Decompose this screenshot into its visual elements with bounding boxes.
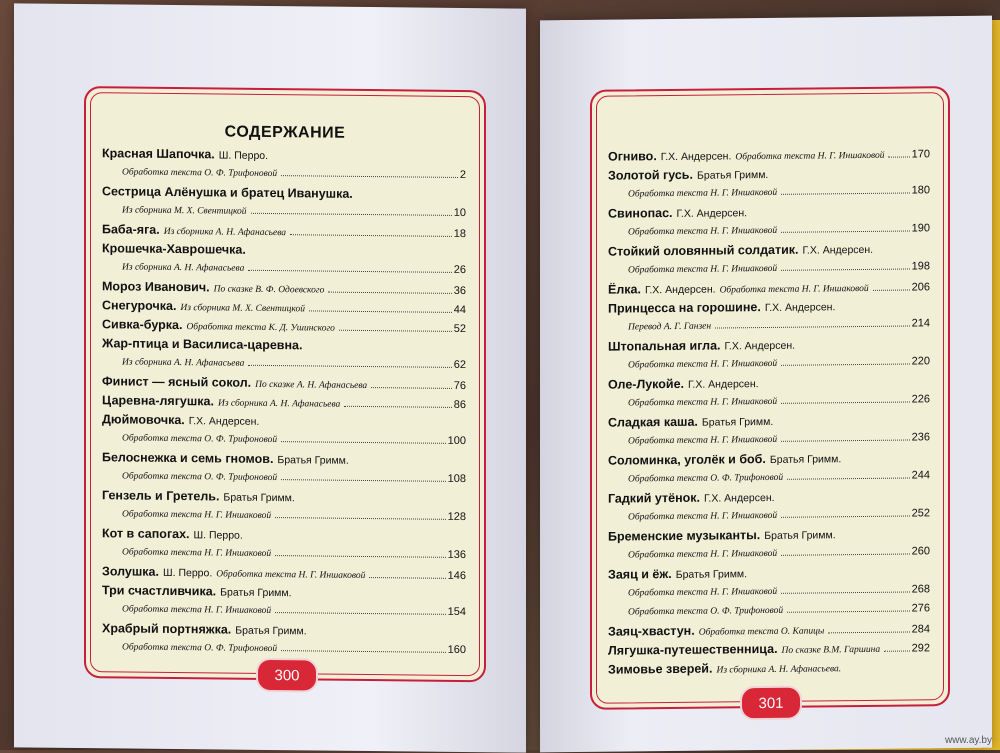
dot-leader xyxy=(344,406,451,408)
entry-source: Обработка текста О. Капицы xyxy=(698,626,825,638)
toc-entry xyxy=(608,640,930,661)
entry-source: Обработка текста Н. Г. Иншаковой xyxy=(628,548,778,561)
toc-entry xyxy=(102,336,466,358)
left-toc xyxy=(86,88,484,680)
entry-source: Обработка текста Н. Г. Иншаковой xyxy=(216,569,366,581)
entry-title: Жар-птица и Василиса-царевна. xyxy=(102,336,303,353)
entry-author: Братья Гримм. xyxy=(235,624,307,638)
entry-source: Обработка текста Н. Г. Иншаковой xyxy=(628,434,778,447)
toc-entry xyxy=(608,621,930,642)
entry-source: Обработка текста О. Ф. Трифоновой xyxy=(122,433,278,446)
toc-entry xyxy=(102,241,466,263)
toc-entry xyxy=(102,526,466,548)
entry-page: 220 xyxy=(911,355,930,368)
dot-leader xyxy=(828,631,909,633)
entry-title: Гензель и Гретель. xyxy=(102,488,220,504)
entry-source: Обработка текста К. Д. Ушинского xyxy=(186,322,335,334)
entry-source: По сказке В.М. Гаршина xyxy=(781,644,881,656)
right-toc xyxy=(592,88,948,708)
entry-title: Финист — ясный сокол. xyxy=(102,374,252,390)
entry-title: Принцесса на горошине. xyxy=(608,300,761,316)
entry-page: 128 xyxy=(447,510,466,524)
entry-source: Из сборника А. Н. Афанасьева xyxy=(217,398,341,410)
dot-leader xyxy=(251,213,452,216)
dot-leader xyxy=(275,517,446,520)
entry-author: Г.Х. Андерсен. xyxy=(644,283,716,297)
entry-author: Г.Х. Андерсен. xyxy=(704,491,775,505)
toc-entry xyxy=(102,545,466,567)
entry-page: 76 xyxy=(453,379,466,393)
entry-page: 284 xyxy=(911,623,930,636)
toc-entry xyxy=(608,602,930,623)
dot-leader xyxy=(281,650,446,653)
entry-author: Братья Гримм. xyxy=(696,168,769,182)
dot-leader xyxy=(339,330,452,332)
entry-title: Мороз Иванович. xyxy=(102,279,210,295)
entry-title: Сестрица Алёнушка и братец Иванушка. xyxy=(102,184,353,201)
toc-entry xyxy=(608,184,930,205)
toc-entry xyxy=(608,355,930,376)
entry-title: Огниво. xyxy=(608,149,657,164)
toc-entry xyxy=(102,450,466,472)
toc-entry xyxy=(102,146,466,168)
toc-entry xyxy=(102,469,466,491)
entry-page: 62 xyxy=(453,358,466,372)
dot-leader xyxy=(884,650,910,651)
entry-title: Снегурочка. xyxy=(102,298,177,314)
toc-entry xyxy=(608,146,930,167)
entry-page: 100 xyxy=(447,434,466,448)
toc-entry xyxy=(608,260,930,281)
toc-entry xyxy=(102,602,466,624)
toc-entry xyxy=(608,165,930,186)
toc-entry xyxy=(608,488,930,509)
entry-author: Братья Гримм. xyxy=(764,529,836,543)
toc-entry xyxy=(608,564,930,585)
toc-entry xyxy=(608,526,930,547)
dot-leader xyxy=(888,156,909,157)
entry-source: Из сборника М. Х. Свентицкой xyxy=(180,303,305,315)
entry-page: 154 xyxy=(447,605,466,619)
entry-source: Обработка текста О. Ф. Трифоновой xyxy=(122,167,278,180)
toc-entry xyxy=(102,431,466,453)
toc-entry xyxy=(608,279,930,300)
dot-leader xyxy=(781,192,910,194)
entry-source: Из сборника А. Н. Афанасьева. xyxy=(716,664,842,676)
entry-source: Перевод А. Г. Ганзен xyxy=(628,321,712,333)
dot-leader xyxy=(248,365,451,368)
dot-leader xyxy=(309,310,452,312)
entry-source: Обработка текста Н. Г. Иншаковой xyxy=(628,510,778,523)
entry-author: Братья Гримм. xyxy=(220,586,292,600)
dot-leader xyxy=(328,292,451,294)
entry-author: Ш. Перро. xyxy=(218,149,269,162)
toc-entry xyxy=(608,374,930,395)
dot-leader xyxy=(281,479,446,482)
entry-page: 146 xyxy=(447,569,466,583)
dot-leader xyxy=(787,477,910,479)
entry-page: 136 xyxy=(447,548,466,562)
entry-page: 260 xyxy=(911,545,930,558)
entry-author: Г.Х. Андерсен. xyxy=(688,378,759,391)
dot-leader xyxy=(781,230,910,232)
dot-leader xyxy=(781,553,910,555)
dot-leader xyxy=(715,325,910,328)
toc-entry xyxy=(608,545,930,566)
dot-leader xyxy=(781,401,910,403)
dot-leader xyxy=(281,441,446,444)
entry-page: 190 xyxy=(911,222,930,235)
toc-entry xyxy=(608,222,930,243)
entry-source: Обработка текста Н. Г. Иншаковой xyxy=(122,509,272,522)
entry-page: 10 xyxy=(453,206,466,220)
entry-author: Братья Гримм. xyxy=(769,453,842,466)
entry-author: Г.Х. Андерсен. xyxy=(188,415,260,428)
entry-page: 170 xyxy=(911,148,930,161)
dot-leader xyxy=(371,387,452,389)
entry-author: Г.Х. Андерсен. xyxy=(764,301,836,315)
toc-entry xyxy=(102,374,466,396)
entry-source: Обработка текста О. Ф. Трифоновой xyxy=(122,471,278,484)
entry-title: Царевна-лягушка. xyxy=(102,393,214,409)
toc-entry xyxy=(608,393,930,414)
dot-leader xyxy=(781,268,910,270)
entry-page: 276 xyxy=(911,602,930,615)
entry-source: Обработка текста Н. Г. Иншаковой xyxy=(122,547,272,560)
entry-source: Обработка текста Н. Г. Иншаковой xyxy=(628,396,778,409)
entry-page: 86 xyxy=(453,398,466,412)
dot-leader xyxy=(787,610,910,612)
entry-page: 252 xyxy=(911,507,930,520)
entry-author: Г.Х. Андерсен. xyxy=(676,207,748,220)
toc-entry xyxy=(608,412,930,433)
entry-author: Братья Гримм. xyxy=(277,454,349,467)
page-number-badge: 300 xyxy=(256,658,318,693)
entry-author: Г.Х. Андерсен. xyxy=(660,150,732,164)
toc-entry xyxy=(608,317,930,338)
entry-title: Ёлка. xyxy=(608,282,641,297)
entry-page: 236 xyxy=(911,431,930,444)
entry-title: Три счастливчика. xyxy=(102,583,217,599)
entry-page: 108 xyxy=(447,472,466,486)
toc-entry xyxy=(608,469,930,490)
entry-author: Братья Гримм. xyxy=(223,491,295,505)
right-frame xyxy=(590,86,950,710)
entry-author: Братья Гримм. xyxy=(701,415,774,429)
dot-leader xyxy=(873,289,910,290)
toc-entry xyxy=(102,412,466,434)
left-frame xyxy=(84,86,486,682)
entry-title: Заяц-хвастун. xyxy=(608,623,695,639)
dot-leader xyxy=(781,591,910,593)
dot-leader xyxy=(290,234,452,237)
entry-title: Зимовье зверей. xyxy=(608,661,713,677)
toc-entry xyxy=(608,203,930,224)
entry-source: Обработка текста Н. Г. Иншаковой xyxy=(628,225,778,238)
toc-entry xyxy=(608,450,930,471)
entry-title: Дюймовочка. xyxy=(102,412,185,428)
entry-source: Обработка текста Н. Г. Иншаковой xyxy=(735,150,885,163)
entry-title: Гадкий утёнок. xyxy=(608,490,700,506)
page-title: СОДЕРЖАНИЕ xyxy=(224,123,346,142)
entry-page: 198 xyxy=(911,260,930,273)
entry-author: Ш. Перро. xyxy=(162,566,213,580)
entry-title: Золотой гусь. xyxy=(608,167,693,183)
entry-title: Лягушка-путешественница. xyxy=(608,641,778,658)
entry-title: Кот в сапогах. xyxy=(102,526,190,542)
entry-source: По сказке А. Н. Афанасьева xyxy=(255,379,368,392)
dot-leader xyxy=(781,363,910,365)
entry-source: Обработка текста О. Ф. Трифоновой xyxy=(628,472,784,485)
entry-source: Обработка текста Н. Г. Иншаковой xyxy=(122,604,272,617)
entry-title: Красная Шапочка. xyxy=(102,146,215,162)
toc-entry xyxy=(608,241,930,262)
toc-entry xyxy=(102,507,466,529)
entry-title: Сладкая каша. xyxy=(608,414,698,430)
entry-title: Белоснежка и семь гномов. xyxy=(102,450,274,467)
watermark: www.ay.by xyxy=(944,735,992,746)
entry-title: Храбрый портняжка. xyxy=(102,621,232,637)
toc-entry xyxy=(102,564,466,586)
entry-source: Обработка текста Н. Г. Иншаковой xyxy=(628,187,778,200)
entry-title: Свинопас. xyxy=(608,205,673,221)
entry-title: Бременские музыканты. xyxy=(608,528,761,544)
left-page xyxy=(14,3,526,752)
entry-source: Из сборника А. Н. Афанасьева xyxy=(122,262,245,274)
toc-entry xyxy=(102,184,466,206)
toc-entry xyxy=(102,222,466,244)
toc-entry xyxy=(102,488,466,510)
entry-title: Баба-яга. xyxy=(102,222,160,237)
toc-entry xyxy=(608,583,930,604)
toc-entry xyxy=(102,260,466,282)
right-page xyxy=(540,16,992,753)
entry-page: 244 xyxy=(911,469,930,482)
toc-entry xyxy=(102,165,466,187)
dot-leader xyxy=(275,612,446,615)
toc-entry xyxy=(102,317,466,339)
entry-page: 292 xyxy=(911,642,930,655)
dot-leader xyxy=(781,439,910,441)
entry-page: 26 xyxy=(453,263,466,277)
entry-title: Штопальная игла. xyxy=(608,338,721,354)
entry-title: Золушка. xyxy=(102,564,159,579)
entry-source: Обработка текста Н. Г. Иншаковой xyxy=(628,263,778,276)
entry-title: Сивка-бурка. xyxy=(102,317,183,333)
entry-title: Соломинка, уголёк и боб. xyxy=(608,452,766,468)
entry-page: 2 xyxy=(459,168,466,182)
entry-source: Из сборника А. Н. Афанасьева xyxy=(163,226,287,239)
entry-title: Стойкий оловянный солдатик. xyxy=(608,242,799,259)
entry-title: Оле-Лукойе. xyxy=(608,376,685,392)
entry-page: 206 xyxy=(911,281,930,294)
toc-entry xyxy=(102,298,466,320)
entry-author: Ш. Перро. xyxy=(193,529,243,542)
entry-page: 18 xyxy=(453,227,466,241)
toc-entry xyxy=(102,583,466,605)
dot-leader xyxy=(281,175,458,178)
entry-page: 180 xyxy=(911,184,930,197)
entry-page: 160 xyxy=(447,643,466,657)
entry-author: Г.Х. Андерсен. xyxy=(802,243,874,257)
dot-leader xyxy=(248,270,451,273)
toc-entry xyxy=(608,507,930,528)
entry-source: Из сборника М. Х. Свентицкой xyxy=(122,205,247,217)
dot-leader xyxy=(781,515,910,517)
entry-source: Обработка текста Н. Г. Иншаковой xyxy=(628,358,778,371)
toc-entry xyxy=(608,336,930,357)
entry-source: Обработка текста О. Ф. Трифоновой xyxy=(628,605,784,618)
entry-page: 214 xyxy=(911,317,930,330)
entry-source: Обработка текста О. Ф. Трифоновой xyxy=(122,642,278,655)
toc-entry xyxy=(102,393,466,415)
entry-source: Обработка текста Н. Г. Иншаковой xyxy=(719,283,869,296)
entry-page: 52 xyxy=(453,322,466,336)
entry-source: Из сборника А. Н. Афанасьева xyxy=(122,357,245,369)
toc-entry xyxy=(102,203,466,225)
toc-entry xyxy=(102,621,466,643)
entry-page: 44 xyxy=(453,303,466,317)
entry-title: Крошечка-Хаврошечка. xyxy=(102,241,246,257)
entry-page: 36 xyxy=(453,284,466,298)
toc-entry xyxy=(608,431,930,452)
entry-source: Обработка текста Н. Г. Иншаковой xyxy=(628,586,778,599)
entry-title: Заяц и ёж. xyxy=(608,566,672,582)
dot-leader xyxy=(275,555,446,558)
entry-author: Г.Х. Андерсен. xyxy=(724,339,796,353)
entry-source: По сказке В. Ф. Одоевского xyxy=(213,284,325,296)
entry-page: 226 xyxy=(911,393,930,406)
toc-entry xyxy=(102,279,466,301)
toc-entry xyxy=(608,659,930,680)
dot-leader xyxy=(369,577,445,579)
toc-entry xyxy=(102,355,466,377)
page-number-badge: 301 xyxy=(740,686,802,721)
entry-author: Братья Гримм. xyxy=(675,568,748,581)
toc-entry xyxy=(608,298,930,319)
entry-page: 268 xyxy=(911,583,930,596)
